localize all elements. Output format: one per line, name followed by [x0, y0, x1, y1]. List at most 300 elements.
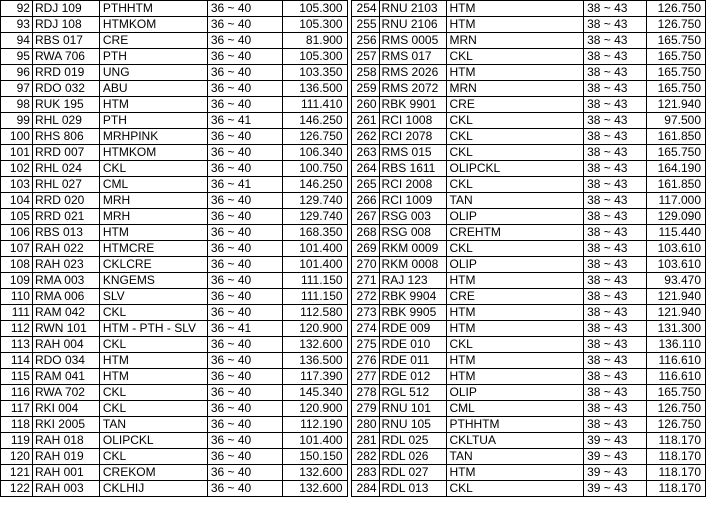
- table-row: [1, 161, 706, 177]
- right-price-value: 115.440: [646, 225, 705, 241]
- right-item-code: RGL 512: [379, 385, 446, 401]
- left-price-value: 105.300: [282, 17, 347, 33]
- right-size-range: 38 ~ 43: [584, 225, 647, 241]
- right-size-range: 38 ~ 43: [584, 289, 647, 305]
- left-size-range: 36 ~ 41: [207, 177, 282, 193]
- left-item-code: RAH 023: [32, 257, 99, 273]
- right-price-value: 103.610: [646, 241, 705, 257]
- right-row-number: 254: [351, 1, 379, 17]
- right-item-code: RBK 9901: [379, 97, 446, 113]
- right-row-number: 283: [351, 465, 379, 481]
- left-item-type: ABU: [99, 81, 207, 97]
- left-item-code: RWA 702: [32, 385, 99, 401]
- table-row: [1, 1, 706, 17]
- left-item-type: PTH: [99, 49, 207, 65]
- left-price-value: 101.400: [282, 257, 347, 273]
- right-row-number: 269: [351, 241, 379, 257]
- right-item-type: MRN: [446, 33, 584, 49]
- right-price-value: 97.500: [646, 113, 705, 129]
- left-row-number: 119: [1, 433, 33, 449]
- table-row: [1, 257, 706, 273]
- right-size-range: 38 ~ 43: [584, 273, 647, 289]
- left-price-value: 103.350: [282, 65, 347, 81]
- right-size-range: 38 ~ 43: [584, 17, 647, 33]
- left-price-value: 132.600: [282, 337, 347, 353]
- right-item-code: RDE 009: [379, 321, 446, 337]
- right-item-type: CKL: [446, 113, 584, 129]
- table-row: [1, 321, 706, 337]
- right-price-value: 118.170: [646, 433, 705, 449]
- right-item-code: RDE 010: [379, 337, 446, 353]
- left-item-code: RAM 041: [32, 369, 99, 385]
- right-item-type: OLIPCKL: [446, 161, 584, 177]
- table-row: [1, 225, 706, 241]
- left-item-type: CRE: [99, 33, 207, 49]
- right-item-code: RMS 2072: [379, 81, 446, 97]
- right-row-number: 277: [351, 369, 379, 385]
- right-row-number: 262: [351, 129, 379, 145]
- right-price-value: 126.750: [646, 17, 705, 33]
- right-item-code: RNU 2106: [379, 17, 446, 33]
- right-item-code: RMS 015: [379, 145, 446, 161]
- left-item-type: TAN: [99, 417, 207, 433]
- right-price-value: 116.610: [646, 353, 705, 369]
- right-size-range: 38 ~ 43: [584, 321, 647, 337]
- left-item-type: HTM: [99, 369, 207, 385]
- table-row: [1, 449, 706, 465]
- left-row-number: 111: [1, 305, 33, 321]
- right-row-number: 267: [351, 209, 379, 225]
- right-item-code: RCI 2008: [379, 177, 446, 193]
- right-price-value: 165.750: [646, 49, 705, 65]
- left-row-number: 100: [1, 129, 33, 145]
- right-item-type: CRE: [446, 289, 584, 305]
- left-row-number: 107: [1, 241, 33, 257]
- right-item-type: HTM: [446, 321, 584, 337]
- left-row-number: 95: [1, 49, 33, 65]
- right-price-value: 93.470: [646, 273, 705, 289]
- right-row-number: 270: [351, 257, 379, 273]
- right-size-range: 38 ~ 43: [584, 369, 647, 385]
- right-row-number: 266: [351, 193, 379, 209]
- left-item-code: RWA 706: [32, 49, 99, 65]
- left-size-range: 36 ~ 40: [207, 401, 282, 417]
- left-price-value: 146.250: [282, 113, 347, 129]
- right-price-value: 131.300: [646, 321, 705, 337]
- right-price-value: 165.750: [646, 33, 705, 49]
- right-row-number: 276: [351, 353, 379, 369]
- left-size-range: 36 ~ 41: [207, 321, 282, 337]
- right-price-value: 121.940: [646, 289, 705, 305]
- left-item-code: RWN 101: [32, 321, 99, 337]
- right-size-range: 38 ~ 43: [584, 353, 647, 369]
- right-row-number: 258: [351, 65, 379, 81]
- left-item-code: RKI 2005: [32, 417, 99, 433]
- left-price-value: 120.900: [282, 401, 347, 417]
- right-size-range: 38 ~ 43: [584, 161, 647, 177]
- left-price-value: 136.500: [282, 353, 347, 369]
- right-size-range: 38 ~ 43: [584, 177, 647, 193]
- right-price-value: 165.750: [646, 385, 705, 401]
- right-size-range: 38 ~ 43: [584, 193, 647, 209]
- right-item-type: HTM: [446, 1, 584, 17]
- left-item-code: RBS 013: [32, 225, 99, 241]
- left-item-code: RRD 019: [32, 65, 99, 81]
- left-size-range: 36 ~ 40: [207, 433, 282, 449]
- right-item-type: HTM: [446, 65, 584, 81]
- right-item-type: TAN: [446, 449, 584, 465]
- right-item-code: RBS 1611: [379, 161, 446, 177]
- table-row: [1, 81, 706, 97]
- right-row-number: 280: [351, 417, 379, 433]
- left-price-value: 111.410: [282, 97, 347, 113]
- left-item-code: RHL 029: [32, 113, 99, 129]
- right-row-number: 281: [351, 433, 379, 449]
- left-item-type: MRH: [99, 193, 207, 209]
- left-item-type: HTM: [99, 225, 207, 241]
- left-price-value: 126.750: [282, 129, 347, 145]
- left-size-range: 36 ~ 40: [207, 273, 282, 289]
- left-price-value: 145.340: [282, 385, 347, 401]
- left-row-number: 104: [1, 193, 33, 209]
- right-row-number: 265: [351, 177, 379, 193]
- right-item-type: MRN: [446, 81, 584, 97]
- right-price-value: 126.750: [646, 401, 705, 417]
- right-price-value: 121.940: [646, 305, 705, 321]
- table-row: [1, 193, 706, 209]
- right-item-type: CKL: [446, 481, 584, 497]
- right-item-type: CKL: [446, 129, 584, 145]
- left-item-code: RDJ 108: [32, 17, 99, 33]
- left-size-range: 36 ~ 40: [207, 81, 282, 97]
- left-price-value: 112.580: [282, 305, 347, 321]
- left-item-code: RRD 007: [32, 145, 99, 161]
- table-row: [1, 97, 706, 113]
- left-row-number: 103: [1, 177, 33, 193]
- right-item-code: RDE 012: [379, 369, 446, 385]
- left-item-code: RHL 027: [32, 177, 99, 193]
- right-size-range: 38 ~ 43: [584, 49, 647, 65]
- left-price-value: 112.190: [282, 417, 347, 433]
- right-row-number: 278: [351, 385, 379, 401]
- table-row: [1, 209, 706, 225]
- left-size-range: 36 ~ 40: [207, 129, 282, 145]
- left-row-number: 110: [1, 289, 33, 305]
- table-row: [1, 113, 706, 129]
- right-price-value: 118.170: [646, 481, 705, 497]
- left-size-range: 36 ~ 40: [207, 33, 282, 49]
- left-item-code: RMA 003: [32, 273, 99, 289]
- left-price-value: 146.250: [282, 177, 347, 193]
- right-item-type: HTM: [446, 17, 584, 33]
- left-price-value: 106.340: [282, 145, 347, 161]
- left-price-value: 100.750: [282, 161, 347, 177]
- right-row-number: 273: [351, 305, 379, 321]
- right-size-range: 38 ~ 43: [584, 257, 647, 273]
- right-item-code: RCI 2078: [379, 129, 446, 145]
- left-item-type: CKLCRE: [99, 257, 207, 273]
- right-item-code: RCI 1009: [379, 193, 446, 209]
- left-item-type: CKL: [99, 385, 207, 401]
- left-size-range: 36 ~ 40: [207, 417, 282, 433]
- left-size-range: 36 ~ 40: [207, 145, 282, 161]
- right-price-value: 116.610: [646, 369, 705, 385]
- right-size-range: 38 ~ 43: [584, 129, 647, 145]
- left-price-value: 111.150: [282, 289, 347, 305]
- left-item-type: CREKOM: [99, 465, 207, 481]
- left-row-number: 113: [1, 337, 33, 353]
- right-item-code: RNU 2103: [379, 1, 446, 17]
- right-row-number: 274: [351, 321, 379, 337]
- left-row-number: 93: [1, 17, 33, 33]
- right-size-range: 38 ~ 43: [584, 113, 647, 129]
- left-row-number: 112: [1, 321, 33, 337]
- right-price-value: 126.750: [646, 1, 705, 17]
- right-item-type: HTM: [446, 465, 584, 481]
- right-item-type: CKLTUA: [446, 433, 584, 449]
- left-price-value: 150.150: [282, 449, 347, 465]
- left-size-range: 36 ~ 40: [207, 65, 282, 81]
- right-item-code: RCI 1008: [379, 113, 446, 129]
- right-size-range: 38 ~ 43: [584, 97, 647, 113]
- right-price-value: 117.000: [646, 193, 705, 209]
- left-item-code: RAH 001: [32, 465, 99, 481]
- left-item-code: RDO 034: [32, 353, 99, 369]
- right-row-number: 271: [351, 273, 379, 289]
- left-row-number: 120: [1, 449, 33, 465]
- left-size-range: 36 ~ 40: [207, 193, 282, 209]
- left-price-value: 168.350: [282, 225, 347, 241]
- left-row-number: 116: [1, 385, 33, 401]
- right-row-number: 279: [351, 401, 379, 417]
- right-size-range: 38 ~ 43: [584, 401, 647, 417]
- right-row-number: 272: [351, 289, 379, 305]
- left-item-code: RRD 021: [32, 209, 99, 225]
- left-item-type: HTMKOM: [99, 145, 207, 161]
- left-size-range: 36 ~ 40: [207, 225, 282, 241]
- left-row-number: 106: [1, 225, 33, 241]
- left-row-number: 109: [1, 273, 33, 289]
- left-row-number: 122: [1, 481, 33, 497]
- left-row-number: 101: [1, 145, 33, 161]
- left-item-type: PTH: [99, 113, 207, 129]
- left-row-number: 98: [1, 97, 33, 113]
- left-row-number: 92: [1, 1, 33, 17]
- left-item-code: RHS 806: [32, 129, 99, 145]
- left-size-range: 36 ~ 40: [207, 161, 282, 177]
- left-item-code: RAH 019: [32, 449, 99, 465]
- right-item-code: RAJ 123: [379, 273, 446, 289]
- left-item-type: CKL: [99, 337, 207, 353]
- left-row-number: 96: [1, 65, 33, 81]
- table-row: [1, 177, 706, 193]
- right-size-range: 38 ~ 43: [584, 241, 647, 257]
- right-size-range: 38 ~ 43: [584, 305, 647, 321]
- right-item-type: CKL: [446, 145, 584, 161]
- left-item-code: RAM 042: [32, 305, 99, 321]
- left-size-range: 36 ~ 40: [207, 449, 282, 465]
- left-row-number: 97: [1, 81, 33, 97]
- table-row: [1, 49, 706, 65]
- right-size-range: 39 ~ 43: [584, 449, 647, 465]
- table-row: [1, 385, 706, 401]
- left-size-range: 36 ~ 41: [207, 113, 282, 129]
- left-item-type: HTMKOM: [99, 17, 207, 33]
- right-size-range: 38 ~ 43: [584, 65, 647, 81]
- right-price-value: 161.850: [646, 129, 705, 145]
- right-price-value: 136.110: [646, 337, 705, 353]
- right-item-code: RNU 105: [379, 417, 446, 433]
- left-size-range: 36 ~ 40: [207, 17, 282, 33]
- left-item-code: RHL 024: [32, 161, 99, 177]
- table-row: [1, 129, 706, 145]
- right-price-value: 121.940: [646, 97, 705, 113]
- right-size-range: 39 ~ 43: [584, 465, 647, 481]
- right-item-type: PTHHTM: [446, 417, 584, 433]
- left-size-range: 36 ~ 40: [207, 241, 282, 257]
- left-item-type: UNG: [99, 65, 207, 81]
- left-size-range: 36 ~ 40: [207, 465, 282, 481]
- left-item-code: RAH 022: [32, 241, 99, 257]
- right-price-value: 165.750: [646, 65, 705, 81]
- table-row: [1, 337, 706, 353]
- right-item-code: RDL 026: [379, 449, 446, 465]
- right-row-number: 259: [351, 81, 379, 97]
- right-item-code: RKM 0009: [379, 241, 446, 257]
- left-size-range: 36 ~ 40: [207, 97, 282, 113]
- right-size-range: 38 ~ 43: [584, 81, 647, 97]
- left-price-value: 129.740: [282, 209, 347, 225]
- left-item-type: KNGEMS: [99, 273, 207, 289]
- left-item-code: RKI 004: [32, 401, 99, 417]
- right-item-type: CML: [446, 401, 584, 417]
- left-price-value: 105.300: [282, 1, 347, 17]
- left-item-type: MRHPINK: [99, 129, 207, 145]
- right-item-type: CKL: [446, 337, 584, 353]
- right-item-type: OLIP: [446, 209, 584, 225]
- left-item-type: HTM: [99, 353, 207, 369]
- left-row-number: 99: [1, 113, 33, 129]
- right-row-number: 257: [351, 49, 379, 65]
- left-item-code: RRD 020: [32, 193, 99, 209]
- right-item-type: HTM: [446, 273, 584, 289]
- left-item-type: PTHHTM: [99, 1, 207, 17]
- right-item-code: RDL 025: [379, 433, 446, 449]
- right-item-code: RMS 2026: [379, 65, 446, 81]
- left-size-range: 36 ~ 40: [207, 369, 282, 385]
- left-price-value: 132.600: [282, 465, 347, 481]
- right-size-range: 38 ~ 43: [584, 1, 647, 17]
- right-item-code: RBK 9904: [379, 289, 446, 305]
- right-item-code: RNU 101: [379, 401, 446, 417]
- left-row-number: 121: [1, 465, 33, 481]
- table-row: [1, 353, 706, 369]
- right-item-type: CRE: [446, 97, 584, 113]
- right-row-number: 284: [351, 481, 379, 497]
- table-row: [1, 33, 706, 49]
- left-item-type: HTMCRE: [99, 241, 207, 257]
- right-row-number: 268: [351, 225, 379, 241]
- left-size-range: 36 ~ 40: [207, 337, 282, 353]
- left-size-range: 36 ~ 40: [207, 289, 282, 305]
- left-row-number: 118: [1, 417, 33, 433]
- left-item-code: RMA 006: [32, 289, 99, 305]
- left-item-type: CKL: [99, 449, 207, 465]
- right-row-number: 255: [351, 17, 379, 33]
- right-item-type: CKL: [446, 49, 584, 65]
- left-item-type: CML: [99, 177, 207, 193]
- right-item-type: HTM: [446, 369, 584, 385]
- left-price-value: 129.740: [282, 193, 347, 209]
- left-size-range: 36 ~ 40: [207, 385, 282, 401]
- right-price-value: 164.190: [646, 161, 705, 177]
- table-row: [1, 465, 706, 481]
- left-item-code: RDJ 109: [32, 1, 99, 17]
- left-item-type: HTM - PTH - SLV: [99, 321, 207, 337]
- right-item-type: OLIP: [446, 257, 584, 273]
- right-item-code: RSG 008: [379, 225, 446, 241]
- table-row: [1, 369, 706, 385]
- right-item-code: RSG 003: [379, 209, 446, 225]
- left-row-number: 115: [1, 369, 33, 385]
- right-item-type: CKL: [446, 177, 584, 193]
- right-row-number: 282: [351, 449, 379, 465]
- right-size-range: 39 ~ 43: [584, 433, 647, 449]
- right-item-code: RDL 027: [379, 465, 446, 481]
- table-row: [1, 273, 706, 289]
- left-row-number: 94: [1, 33, 33, 49]
- right-row-number: 261: [351, 113, 379, 129]
- left-size-range: 36 ~ 40: [207, 257, 282, 273]
- left-price-value: 120.900: [282, 321, 347, 337]
- table-row: [1, 65, 706, 81]
- left-row-number: 114: [1, 353, 33, 369]
- right-item-code: RMS 0005: [379, 33, 446, 49]
- table-row: [1, 17, 706, 33]
- right-size-range: 38 ~ 43: [584, 209, 647, 225]
- right-size-range: 38 ~ 43: [584, 145, 647, 161]
- left-item-type: CKL: [99, 305, 207, 321]
- left-size-range: 36 ~ 40: [207, 49, 282, 65]
- right-size-range: 38 ~ 43: [584, 33, 647, 49]
- left-row-number: 105: [1, 209, 33, 225]
- left-item-type: HTM: [99, 97, 207, 113]
- left-size-range: 36 ~ 40: [207, 353, 282, 369]
- right-item-type: CREHTM: [446, 225, 584, 241]
- right-item-code: RKM 0008: [379, 257, 446, 273]
- left-item-type: MRH: [99, 209, 207, 225]
- right-price-value: 165.750: [646, 145, 705, 161]
- table-row: [1, 145, 706, 161]
- left-row-number: 102: [1, 161, 33, 177]
- right-price-value: 118.170: [646, 465, 705, 481]
- right-row-number: 263: [351, 145, 379, 161]
- left-item-type: SLV: [99, 289, 207, 305]
- right-item-code: RDE 011: [379, 353, 446, 369]
- left-price-value: 101.400: [282, 433, 347, 449]
- right-item-type: HTM: [446, 353, 584, 369]
- left-price-value: 105.300: [282, 49, 347, 65]
- left-item-code: RAH 018: [32, 433, 99, 449]
- right-price-value: 126.750: [646, 417, 705, 433]
- right-price-value: 165.750: [646, 81, 705, 97]
- left-price-value: 136.500: [282, 81, 347, 97]
- left-item-type: CKL: [99, 401, 207, 417]
- table-row: [1, 241, 706, 257]
- right-size-range: 39 ~ 43: [584, 481, 647, 497]
- right-item-type: HTM: [446, 305, 584, 321]
- right-item-type: OLIP: [446, 385, 584, 401]
